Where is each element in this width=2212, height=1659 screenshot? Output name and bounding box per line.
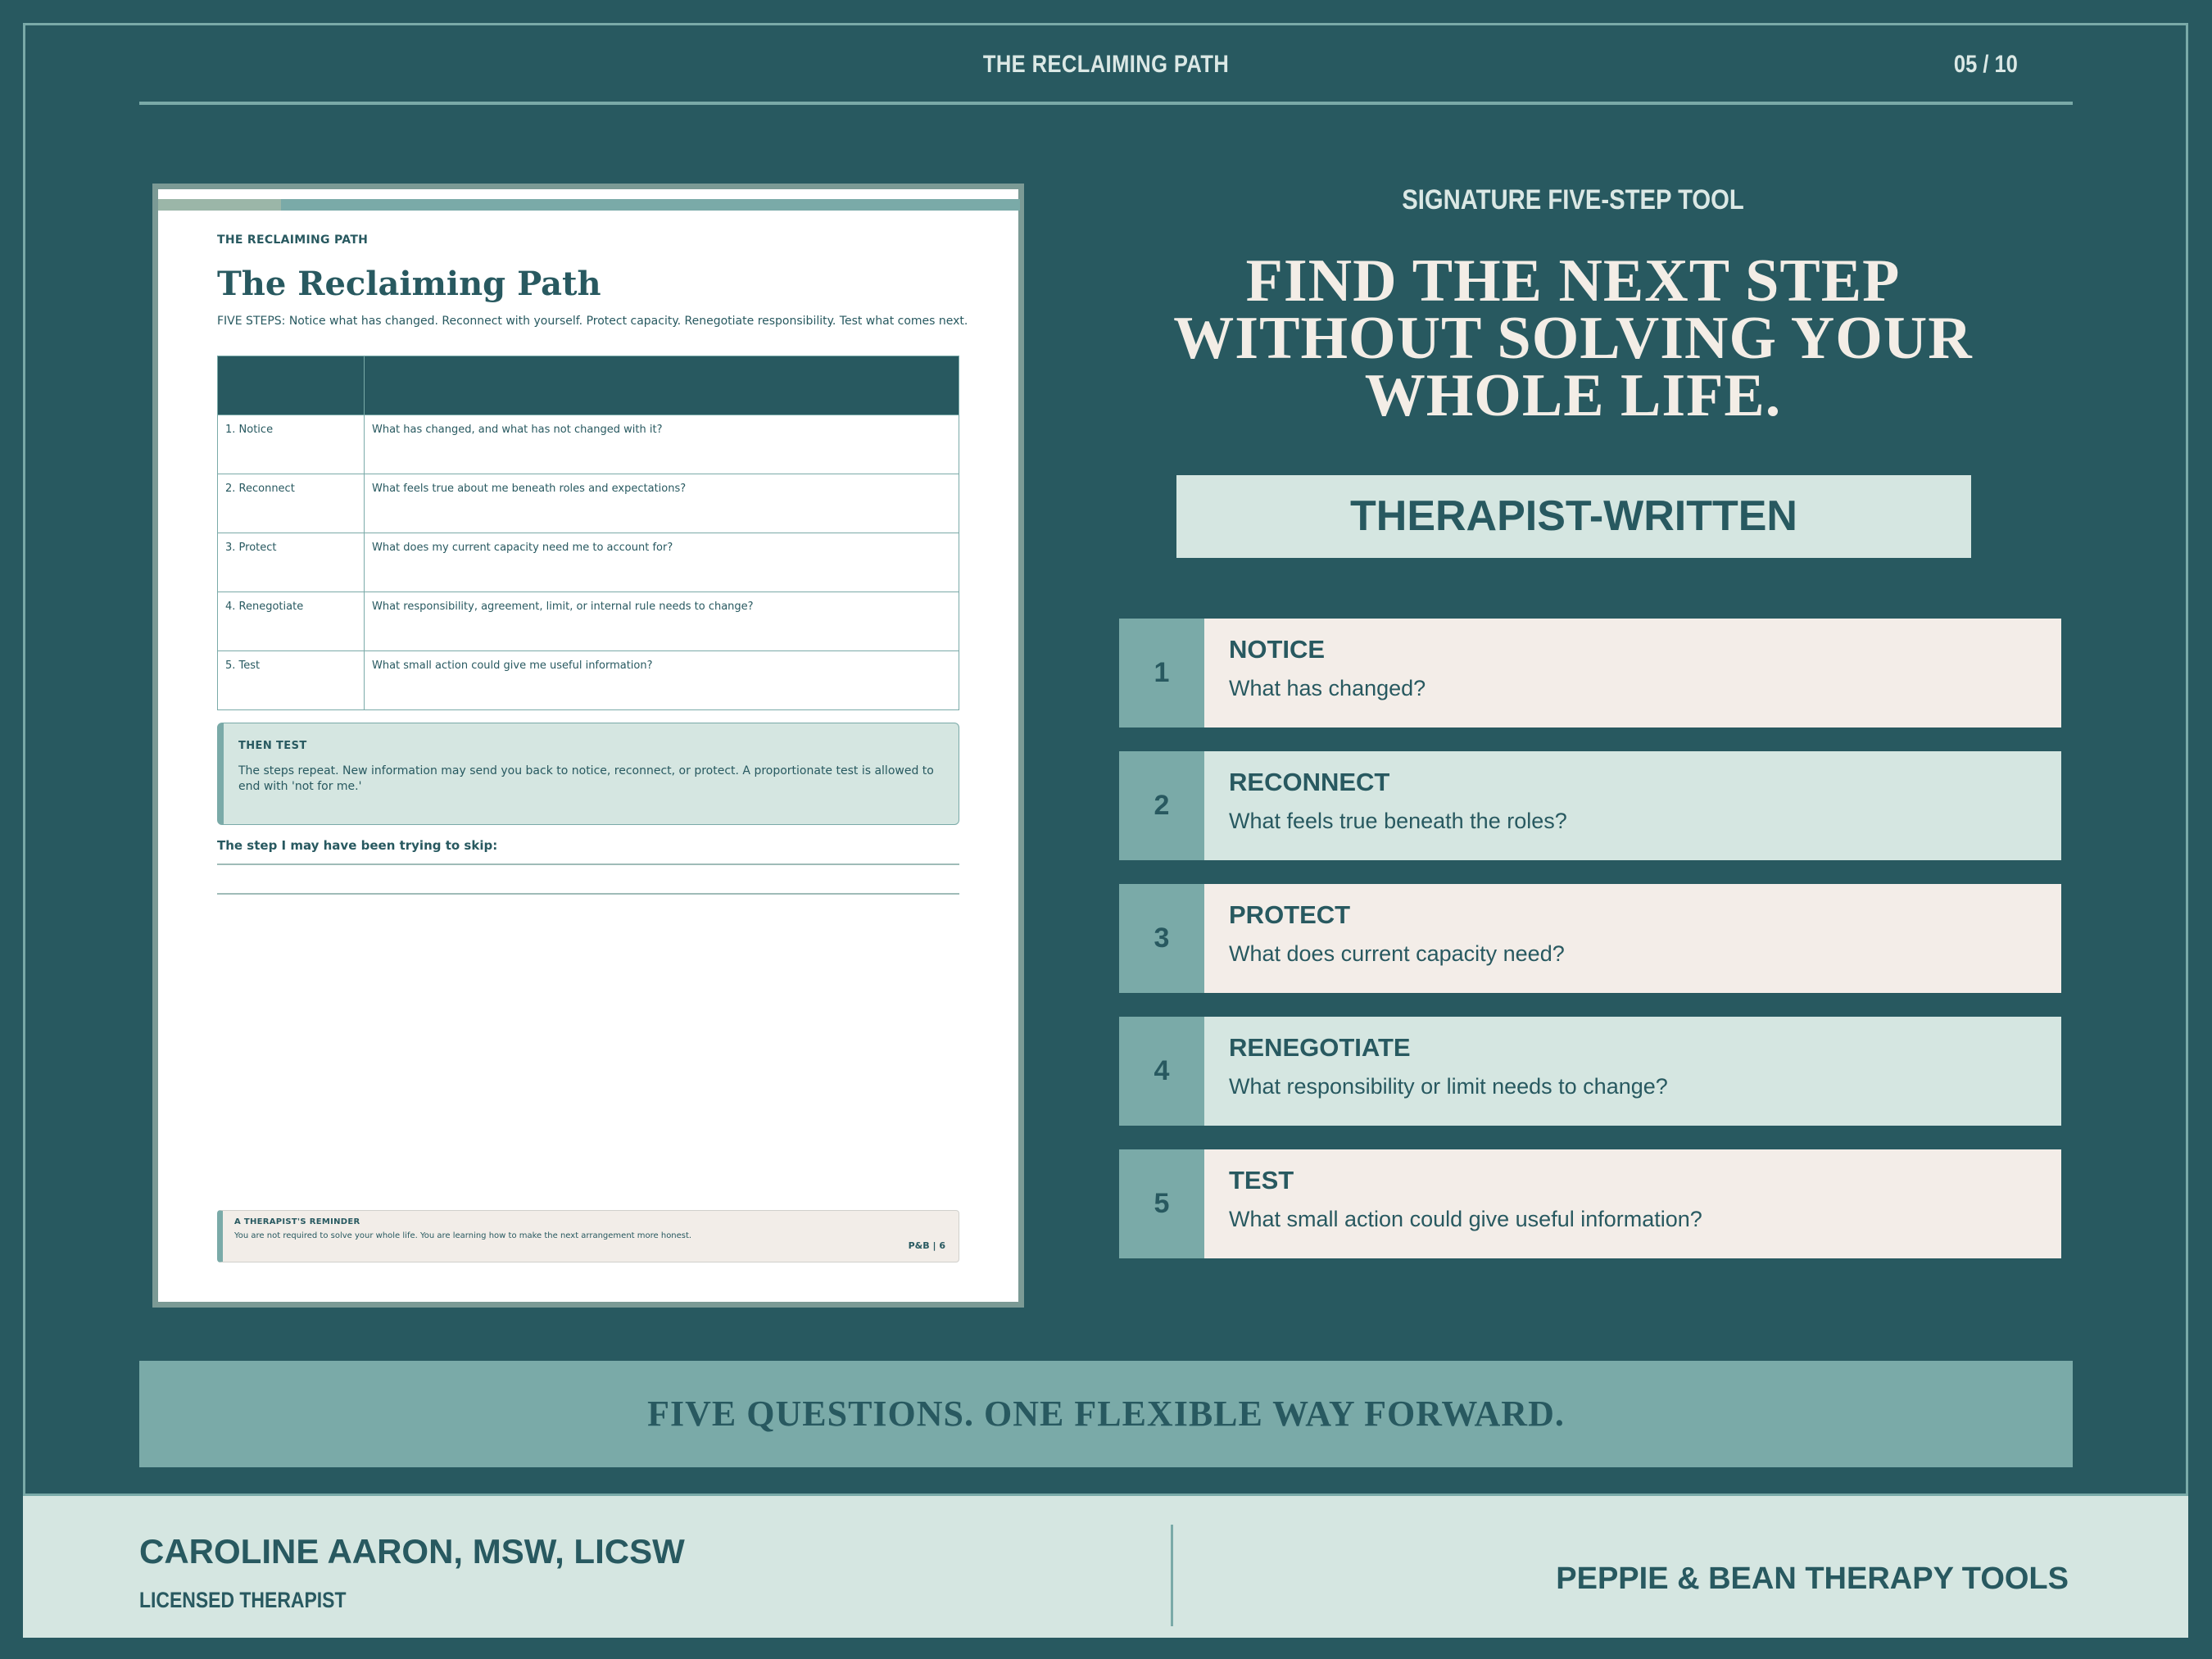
writing-line bbox=[217, 893, 959, 895]
reminder-body: You are not required to solve your whole life. You are learning how to make the next arrangement more honest. bbox=[234, 1231, 692, 1240]
table-cell-step: 5. Test bbox=[218, 651, 365, 710]
step-body bbox=[1204, 619, 2061, 728]
worksheet-top-strip bbox=[158, 199, 1020, 211]
step-title: RENEGOTIATE bbox=[1229, 1033, 1411, 1062]
slide-header bbox=[139, 51, 2073, 105]
step-number: 3 bbox=[1119, 884, 1204, 993]
step-question: What does current capacity need? bbox=[1229, 941, 1565, 966]
table-cell-step: 2. Reconnect bbox=[218, 474, 365, 533]
step-body bbox=[1204, 1017, 2061, 1126]
step-card-protect bbox=[1119, 884, 2061, 993]
step-question: What feels true beneath the roles? bbox=[1229, 809, 1567, 833]
writing-line bbox=[217, 863, 959, 865]
table-row bbox=[218, 592, 959, 651]
step-title: NOTICE bbox=[1229, 635, 1326, 664]
step-title: TEST bbox=[1229, 1166, 1294, 1194]
table-row bbox=[218, 474, 959, 533]
table-row bbox=[218, 415, 959, 474]
step-title: RECONNECT bbox=[1229, 768, 1390, 796]
brand-name: PEPPIE & BEAN THERAPY TOOLS bbox=[1556, 1562, 2069, 1596]
headline: FIND THE NEXT STEP WITHOUT SOLVING YOUR WHOLE LIFE. bbox=[1173, 247, 1973, 429]
step-body bbox=[1204, 884, 2061, 993]
callout-body: The steps repeat. New information may send you back to notice, reconnect, or protect. A proportionate test is allowed to end with 'not for me.' bbox=[238, 764, 934, 793]
step-body bbox=[1204, 1149, 2061, 1258]
table-header-row bbox=[218, 356, 959, 415]
callout-heading: THEN TEST bbox=[238, 740, 307, 752]
step-card-reconnect bbox=[1119, 751, 2061, 860]
step-card-notice bbox=[1119, 619, 2061, 728]
table-cell-question: What does my current capacity need me to account for? bbox=[365, 533, 959, 592]
table-cell-step: 1. Notice bbox=[218, 415, 365, 474]
worksheet-top-accent bbox=[158, 199, 281, 211]
table-cell-step: 4. Renegotiate bbox=[218, 592, 365, 651]
worksheet-kicker: THE RECLAIMING PATH bbox=[217, 233, 369, 247]
step-question: What small action could give useful information? bbox=[1229, 1207, 1702, 1231]
worksheet-subtitle: FIVE STEPS: Notice what has changed. Reconnect with yourself. Protect capacity. Renegotiate responsibility. Test what comes next. bbox=[217, 315, 968, 328]
step-number: 2 bbox=[1119, 751, 1204, 860]
step-card-test bbox=[1119, 1149, 2061, 1258]
step-question: What responsibility or limit needs to change? bbox=[1229, 1074, 1668, 1099]
skip-prompt: The step I may have been trying to skip: bbox=[217, 838, 498, 853]
worksheet-preview bbox=[152, 184, 1024, 1308]
footer bbox=[23, 1496, 2188, 1638]
table-cell-question: What has changed, and what has not changed with it? bbox=[365, 415, 959, 474]
table-cell-step: 3. Protect bbox=[218, 533, 365, 592]
then-test-callout bbox=[217, 723, 959, 825]
author-name: CAROLINE AARON, MSW, LICSW bbox=[139, 1532, 685, 1571]
step-title: PROTECT bbox=[1229, 900, 1351, 929]
step-number: 1 bbox=[1119, 619, 1204, 728]
tool-kicker: SIGNATURE FIVE-STEP TOOL bbox=[1402, 184, 1744, 215]
table-cell-question: What responsibility, agreement, limit, or internal rule needs to change? bbox=[365, 592, 959, 651]
step-card-renegotiate bbox=[1119, 1017, 2061, 1126]
step-number: 4 bbox=[1119, 1017, 1204, 1126]
step-number: 5 bbox=[1119, 1149, 1204, 1258]
table-cell-question: What small action could give me useful information? bbox=[365, 651, 959, 710]
worksheet-page-number: P&B | 6 bbox=[908, 1240, 945, 1251]
table-cell-question: What feels true about me beneath roles and expectations? bbox=[365, 474, 959, 533]
footer-divider bbox=[1171, 1525, 1173, 1626]
tagline-banner: FIVE QUESTIONS. ONE FLEXIBLE WAY FORWARD. bbox=[139, 1361, 2073, 1467]
table-row bbox=[218, 651, 959, 710]
table-row bbox=[218, 533, 959, 592]
page-indicator: 05 / 10 bbox=[1954, 51, 2019, 78]
step-question: What has changed? bbox=[1229, 676, 1426, 700]
therapist-reminder bbox=[217, 1210, 959, 1262]
therapist-written-badge: THERAPIST-WRITTEN bbox=[1176, 475, 1971, 558]
header-title: THE RECLAIMING PATH bbox=[982, 51, 1230, 78]
worksheet-table bbox=[217, 356, 959, 710]
author-role: LICENSED THERAPIST bbox=[139, 1588, 347, 1612]
worksheet-title: The Reclaiming Path bbox=[217, 265, 601, 303]
reminder-heading: A THERAPIST'S REMINDER bbox=[234, 1217, 360, 1226]
step-body bbox=[1204, 751, 2061, 860]
